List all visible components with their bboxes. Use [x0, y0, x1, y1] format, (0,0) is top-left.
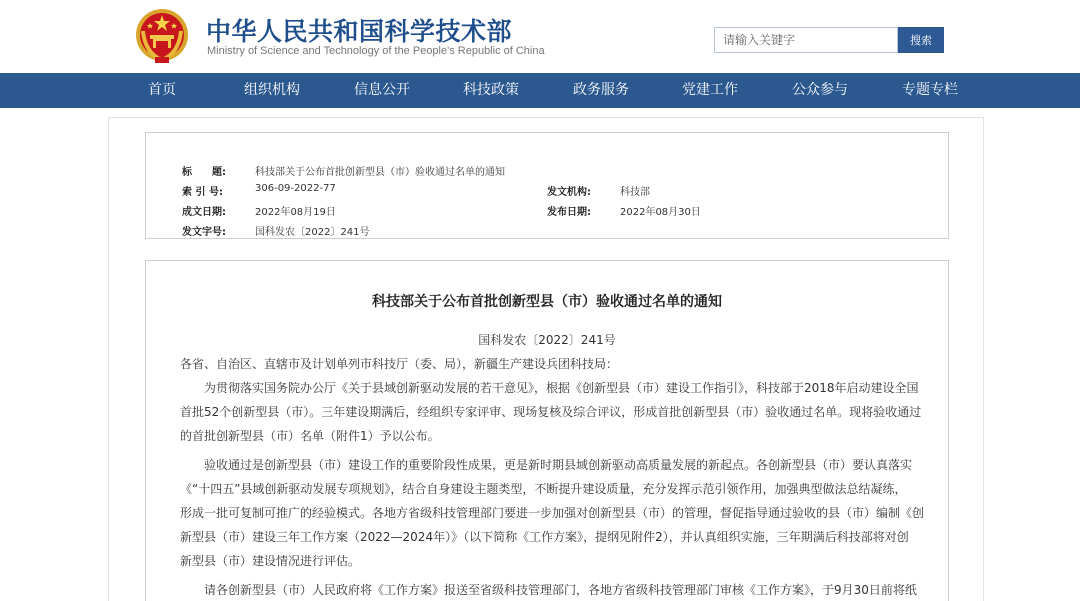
- info-value-index: 306-09-2022-77: [255, 183, 336, 194]
- info-value-docno: 国科发农〔2022〕241号: [255, 227, 370, 238]
- search-input[interactable]: [714, 27, 898, 53]
- paragraph-line: 新型县（市）建设三年工作方案（2022—2024年）》（以下简称《工作方案》，提纲见附件2），并认真组织实施，三年期满后科技部将对创: [180, 530, 909, 544]
- info-row-title: [146, 163, 948, 179]
- paragraph-line: 形成一批可复制可推广的经验模式。各地方省级科技管理部门要进一步加强对创新型县（市）的管理，督促指导通过验收的县（市）编制《创: [180, 506, 925, 520]
- info-value-published: 2022年08月30日: [620, 207, 701, 218]
- paragraph-line: 新型县（市）建设情况进行评估。: [180, 554, 361, 568]
- site-title[interactable]: 中华人民共和国科学技术部: [206, 17, 513, 46]
- nav-item-participation[interactable]: 公众参与: [792, 82, 848, 98]
- article-salutation: 各省、自治区、直辖市及计划单列市科技厅（委、局），新疆生产建设兵团科技局：: [180, 357, 619, 371]
- paragraph-line: 验收通过是创新型县（市）建设工作的重要阶段性成果，更是新时期县域创新驱动高质量发展的新起点。各创新型县（市）要认真落实: [204, 458, 913, 472]
- info-value-created: 2022年08月19日: [255, 207, 336, 218]
- search-button[interactable]: 搜索: [898, 27, 944, 53]
- paragraph-line: 的首批创新型县（市）名单（附件1）予以公布。: [180, 429, 440, 443]
- nav-item-services[interactable]: 政务服务: [573, 82, 629, 98]
- nav-item-info-disclosure[interactable]: 信息公开: [354, 82, 410, 98]
- paragraph-line: 为贯彻落实国务院办公厅《关于县域创新驱动发展的若干意见》，根据《创新型县（市）建设工作指引》，科技部于2018年启动建设全国: [204, 381, 919, 395]
- national-emblem-icon[interactable]: [133, 5, 191, 65]
- paragraph-line: 《“十四五”县域创新驱动发展专项规划》，结合自身建设主题类型，不断提升建设质量，充分发挥示范引领作用，加强典型做法总结凝练，: [180, 482, 907, 496]
- paragraph-line: 首批52个创新型县（市）。三年建设期满后，经组织专家评审、现场复核及综合评议，形成首批创新型县（市）验收通过名单。现将验收通过: [180, 405, 922, 419]
- nav-item-organization[interactable]: 组织机构: [244, 82, 300, 98]
- paragraph-line: 请各创新型县（市）人民政府将《工作方案》报送至省级科技管理部门，各地方省级科技管理部门审核《工作方案》，于9月30日前将纸: [204, 583, 917, 597]
- nav-item-party-building[interactable]: 党建工作: [682, 82, 738, 98]
- info-value-issuer: 科技部: [620, 187, 650, 198]
- info-label-issuer: 发文机构:: [547, 187, 591, 198]
- main-nav: [0, 73, 1080, 108]
- document-info-panel: [145, 132, 949, 239]
- info-label-index: 索 引 号:: [182, 187, 223, 198]
- article-panel: [145, 260, 949, 601]
- info-row-docno: [146, 223, 948, 239]
- site-subtitle: Ministry of Science and Technology of the People's Republic of China: [207, 45, 545, 57]
- article-title: 科技部关于公布首批创新型县（市）验收通过名单的通知: [372, 294, 722, 310]
- article-doc-number: 国科发农〔2022〕241号: [478, 333, 616, 347]
- site-header: [0, 0, 1080, 73]
- nav-item-special-topics[interactable]: 专题专栏: [902, 82, 958, 98]
- nav-item-home[interactable]: 首页: [148, 82, 176, 98]
- info-row-dates: [146, 203, 948, 219]
- info-value-title: 科技部关于公布首批创新型县（市）验收通过名单的通知: [255, 167, 505, 178]
- content-area: [108, 117, 984, 601]
- info-label-title: 标 题:: [182, 167, 226, 178]
- info-row-index: [146, 183, 948, 199]
- nav-item-policy[interactable]: 科技政策: [463, 82, 519, 98]
- info-label-created: 成文日期:: [182, 207, 226, 218]
- info-label-docno: 发文字号:: [182, 227, 226, 238]
- info-label-published: 发布日期:: [547, 207, 591, 218]
